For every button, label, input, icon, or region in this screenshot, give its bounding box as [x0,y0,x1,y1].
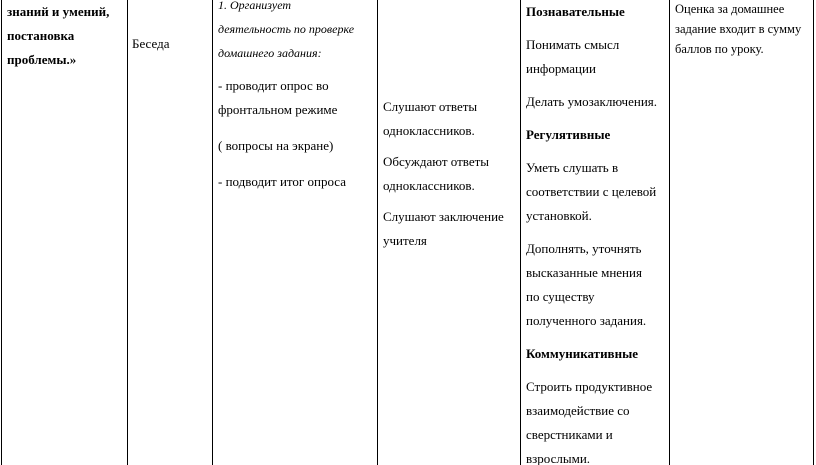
teacher-item-survey [218,74,373,122]
teacher-title-line-3: домашнего задания: [218,46,322,60]
students-item-3-line-1: Слушают заключение [383,209,504,224]
teacher-item-summary [218,170,373,194]
communicative-item-1-line-1: Строить продуктивное [526,379,653,394]
cognitive-item-1 [526,33,665,81]
communicative-item-1-line-2: взаимодействие со [526,403,630,418]
students-item-1 [383,95,516,143]
regulatory-item-1-line-1: Уметь слушать в [526,160,619,175]
communicative-heading [526,342,665,366]
teacher-item-screen [218,134,373,158]
stage-cell [2,0,128,465]
students-item-1-line-1: Слушают ответы [383,99,478,114]
stage-line-1: знаний и умений, [7,4,110,19]
regulatory-item-1 [526,156,665,228]
teacher-item-screen-text: ( вопросы на экране) [218,138,334,153]
students-item-2-line-2: одноклассников. [383,178,475,193]
table-row [2,0,814,465]
regulatory-item-1-line-3: установкой. [526,208,592,223]
lesson-plan-table [1,0,814,465]
students-item-1-line-2: одноклассников. [383,123,475,138]
cognitive-item-1-line-1: Понимать смысл [526,37,620,52]
regulatory-item-2-line-4: полученного задания. [526,313,647,328]
assessment-cell [670,0,814,465]
assessment-line-1: Оценка за домашнее [675,2,785,16]
students-item-3 [383,205,516,253]
stage-line-3: проблемы.» [7,52,77,67]
communicative-item-1 [526,375,665,465]
regulatory-item-2-line-2: высказанные мнения [526,265,642,280]
teacher-title-line-1: 1. Организует [218,0,292,12]
students-item-3-line-2: учителя [383,233,427,248]
communicative-item-1-line-4: взрослыми. [526,451,591,465]
method-text: Беседа [132,36,170,51]
cognitive-item-1-line-2: информации [526,61,596,76]
cognitive-item-2-text: Делать умозаключения. [526,94,658,109]
regulatory-heading-text: Регулятивные [526,127,611,142]
method-cell [128,0,213,465]
regulatory-item-2-line-1: Дополнять, уточнять [526,241,642,256]
regulatory-heading [526,123,665,147]
students-item-2 [383,150,516,198]
teacher-title-line-2: деятельность по проверке [218,22,355,36]
students-activity-cell [378,0,521,465]
regulatory-item-2 [526,237,665,333]
teacher-item-survey-line-1: - проводит опрос во [218,78,329,93]
cognitive-heading [526,0,665,24]
cognitive-item-2 [526,90,665,114]
regulatory-item-2-line-3: по существу [526,289,595,304]
teacher-activity-cell [213,0,378,465]
students-item-2-line-1: Обсуждают ответы [383,154,490,169]
assessment-line-3: баллов по уроку. [675,42,764,56]
learning-actions-cell [521,0,670,465]
communicative-item-1-line-3: сверстниками и [526,427,613,442]
regulatory-item-1-line-2: соответствии с целевой [526,184,657,199]
teacher-item-summary-text: - подводит итог опроса [218,174,346,189]
teacher-activity-title [218,0,373,65]
communicative-heading-text: Коммуникативные [526,346,638,361]
teacher-item-survey-line-2: фронтальном режиме [218,102,338,117]
stage-line-2: постановка [7,28,75,43]
assessment-line-2: задание входит в сумму [675,22,802,36]
cognitive-heading-text: Познавательные [526,4,625,19]
